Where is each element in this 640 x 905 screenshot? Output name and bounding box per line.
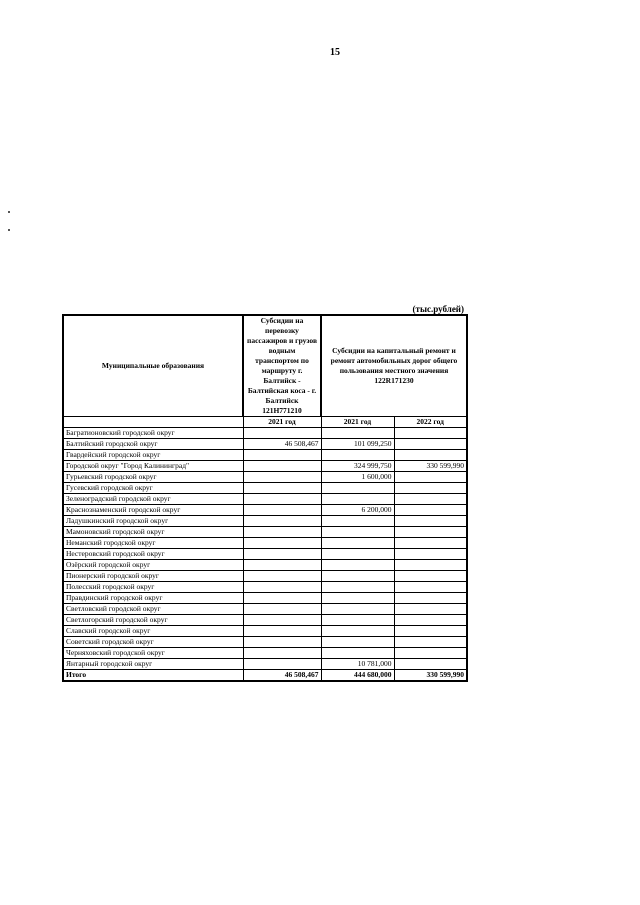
roads-2021-cell (321, 428, 394, 439)
roads-2022-cell (394, 626, 467, 637)
municipality-cell: Озёрский городской округ (63, 560, 243, 571)
roads-2022-cell (394, 615, 467, 626)
roads-2021-cell (321, 571, 394, 582)
water-2021-cell (243, 560, 321, 571)
water-2021-cell (243, 615, 321, 626)
units-label: (тыс.рублей) (412, 304, 464, 314)
municipality-cell: Гурьевский городской округ (63, 472, 243, 483)
water-2021-cell (243, 549, 321, 560)
table-row (63, 538, 467, 549)
table-row (63, 439, 467, 450)
page-number: 15 (330, 47, 340, 58)
roads-2022-cell (394, 604, 467, 615)
municipality-cell: Городской округ "Город Калининград" (63, 461, 243, 472)
municipality-cell: Краснознаменский городской округ (63, 505, 243, 516)
table-row (63, 560, 467, 571)
table-row (63, 648, 467, 659)
header-roads: Субсидии на капитальный ремонт и ремонт автомобильных дорог общего пользования местного значения 122R171230 (321, 315, 467, 417)
water-2021-cell (243, 527, 321, 538)
municipality-cell: Правдинский городской округ (63, 593, 243, 604)
roads-2021-cell: 324 999,750 (321, 461, 394, 472)
municipality-cell: Гвардейский городской округ (63, 450, 243, 461)
water-2021-cell (243, 472, 321, 483)
municipality-cell: Нестеровский городской округ (63, 549, 243, 560)
roads-2022-cell (394, 450, 467, 461)
table-row (63, 593, 467, 604)
roads-2022-cell (394, 472, 467, 483)
roads-2022-cell (394, 494, 467, 505)
roads-2022-cell (394, 549, 467, 560)
roads-2022-cell (394, 648, 467, 659)
municipality-cell: Советский городской округ (63, 637, 243, 648)
roads-2022-cell: 330 599,990 (394, 670, 467, 682)
municipality-cell: Славский городской округ (63, 626, 243, 637)
roads-2021-cell (321, 483, 394, 494)
roads-2021-cell (321, 549, 394, 560)
roads-2022-cell (394, 527, 467, 538)
roads-2022-cell (394, 593, 467, 604)
municipality-cell: Янтарный городской округ (63, 659, 243, 670)
table-row (63, 604, 467, 615)
table-row (63, 571, 467, 582)
water-2021-cell (243, 483, 321, 494)
total-row (63, 670, 467, 682)
roads-2021-cell: 1 600,000 (321, 472, 394, 483)
header-municipality: Муниципальные образования (63, 315, 243, 417)
roads-2021-cell (321, 615, 394, 626)
water-2021-cell (243, 604, 321, 615)
table-row (63, 637, 467, 648)
water-2021-cell (243, 538, 321, 549)
roads-2022-cell (394, 516, 467, 527)
roads-2021-cell (321, 538, 394, 549)
roads-2021-cell (321, 648, 394, 659)
table-row (63, 549, 467, 560)
table-row (63, 659, 467, 670)
table-row (63, 615, 467, 626)
margin-mark (8, 229, 10, 231)
roads-2022-cell (394, 571, 467, 582)
roads-2021-cell (321, 494, 394, 505)
table-row (63, 626, 467, 637)
roads-2022-cell (394, 582, 467, 593)
municipality-cell: Мамоновский городской округ (63, 527, 243, 538)
table-row (63, 494, 467, 505)
roads-2021-cell (321, 593, 394, 604)
roads-2022-cell (394, 659, 467, 670)
roads-2021-cell: 101 099,250 (321, 439, 394, 450)
water-2021-cell (243, 571, 321, 582)
water-2021-cell (243, 516, 321, 527)
roads-2022-cell (394, 560, 467, 571)
roads-2022-cell (394, 483, 467, 494)
municipality-cell: Багратионовский городской округ (63, 428, 243, 439)
table-row (63, 483, 467, 494)
roads-2021-cell (321, 527, 394, 538)
roads-2022-cell (394, 637, 467, 648)
table-row (63, 428, 467, 439)
municipality-cell: Светловский городской округ (63, 604, 243, 615)
water-2021-cell (243, 648, 321, 659)
header-year-2021-roads: 2021 год (321, 417, 394, 428)
roads-2021-cell (321, 450, 394, 461)
table-row (63, 582, 467, 593)
roads-2021-cell (321, 560, 394, 571)
municipality-cell: Ладушкинский городской округ (63, 516, 243, 527)
table-row (63, 516, 467, 527)
roads-2022-cell: 330 599,990 (394, 461, 467, 472)
water-2021-cell: 46 508,467 (243, 670, 321, 682)
roads-2022-cell (394, 428, 467, 439)
municipality-cell: Гусевский городской округ (63, 483, 243, 494)
municipality-cell: Черняховский городской округ (63, 648, 243, 659)
water-2021-cell (243, 626, 321, 637)
water-2021-cell (243, 505, 321, 516)
table-row (63, 472, 467, 483)
water-2021-cell (243, 450, 321, 461)
municipality-cell: Балтийский городской округ (63, 439, 243, 450)
roads-2021-cell (321, 626, 394, 637)
roads-2022-cell (394, 505, 467, 516)
header-year-2022-roads: 2022 год (394, 417, 467, 428)
water-2021-cell (243, 659, 321, 670)
roads-2021-cell: 6 200,000 (321, 505, 394, 516)
roads-2021-cell (321, 637, 394, 648)
roads-2022-cell (394, 538, 467, 549)
municipality-cell: Пионерский городской округ (63, 571, 243, 582)
roads-2021-cell: 10 781,000 (321, 659, 394, 670)
water-2021-cell (243, 582, 321, 593)
municipality-cell: Зеленоградский городской округ (63, 494, 243, 505)
table-row (63, 450, 467, 461)
water-2021-cell (243, 461, 321, 472)
roads-2021-cell (321, 582, 394, 593)
table-row (63, 461, 467, 472)
water-2021-cell (243, 428, 321, 439)
table-body (63, 428, 467, 682)
municipality-cell: Итого (63, 670, 243, 682)
water-2021-cell (243, 593, 321, 604)
roads-2022-cell (394, 439, 467, 450)
header-year-empty (63, 417, 243, 428)
roads-2021-cell (321, 516, 394, 527)
table-row (63, 505, 467, 516)
municipality-cell: Неманский городской округ (63, 538, 243, 549)
header-water-transport: Субсидии на перевозку пассажиров и грузов водным транспортом по маршруту г. Балтийск - Балтийская коса - г. Балтийск 121Н771210 (243, 315, 321, 417)
water-2021-cell (243, 637, 321, 648)
municipality-cell: Полесский городской округ (63, 582, 243, 593)
roads-2021-cell (321, 604, 394, 615)
subsidies-table (62, 314, 468, 682)
water-2021-cell: 46 508,467 (243, 439, 321, 450)
water-2021-cell (243, 494, 321, 505)
header-year-2021-water: 2021 год (243, 417, 321, 428)
table-row (63, 527, 467, 538)
margin-mark (8, 211, 10, 213)
municipality-cell: Светлогорский городской округ (63, 615, 243, 626)
roads-2021-cell: 444 680,000 (321, 670, 394, 682)
